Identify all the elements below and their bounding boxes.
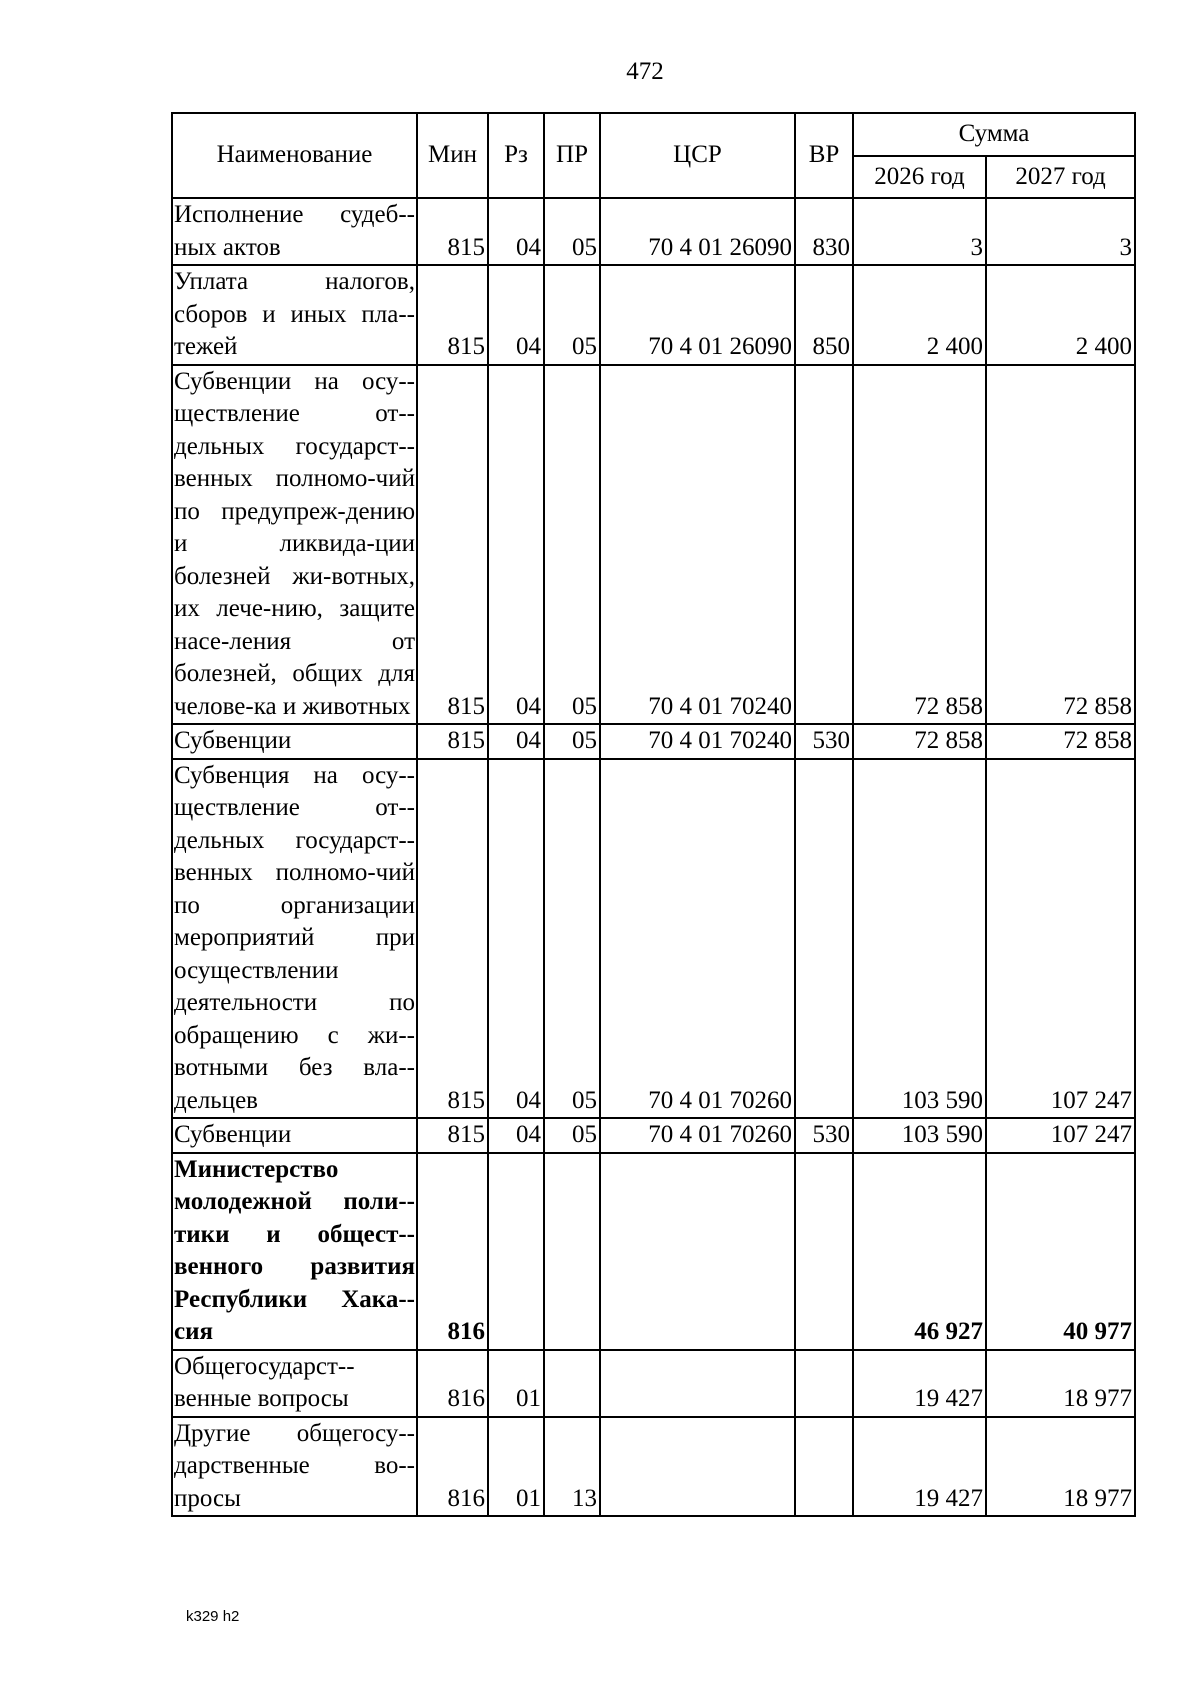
table-row bbox=[172, 759, 1135, 1119]
cell-2027: 3 bbox=[986, 198, 1135, 265]
cell-csr: 70 4 01 70260 bbox=[600, 759, 795, 1119]
cell-name: Другие общегосу-дарственные во-просы bbox=[172, 1417, 417, 1517]
cell-2027: 18 977 bbox=[986, 1417, 1135, 1517]
cell-vr bbox=[795, 1153, 853, 1350]
cell-2027: 72 858 bbox=[986, 724, 1135, 759]
cell-csr: 70 4 01 26090 bbox=[600, 265, 795, 365]
cell-name: Субвенция на осу-ществление от-дельных государст-венных полномо-чий по организации мероприятий при осуществлении деятельности по обращению с жи-вотными без вла-дельцев bbox=[172, 759, 417, 1119]
table-row bbox=[172, 1153, 1135, 1350]
cell-rz: 04 bbox=[488, 365, 544, 725]
cell-min: 815 bbox=[417, 759, 488, 1119]
header-sum: Сумма bbox=[853, 113, 1135, 156]
cell-vr: 830 bbox=[795, 198, 853, 265]
cell-min: 815 bbox=[417, 1118, 488, 1153]
cell-pr bbox=[544, 1350, 600, 1417]
cell-pr: 13 bbox=[544, 1417, 600, 1517]
cell-vr: 850 bbox=[795, 265, 853, 365]
table-row bbox=[172, 1118, 1135, 1153]
cell-rz: 04 bbox=[488, 265, 544, 365]
cell-csr: 70 4 01 70240 bbox=[600, 365, 795, 725]
cell-pr: 05 bbox=[544, 365, 600, 725]
cell-vr bbox=[795, 759, 853, 1119]
cell-min: 816 bbox=[417, 1350, 488, 1417]
cell-2026: 19 427 bbox=[853, 1350, 986, 1417]
cell-min: 815 bbox=[417, 724, 488, 759]
header-rz: Рз bbox=[488, 113, 544, 198]
cell-pr: 05 bbox=[544, 724, 600, 759]
cell-vr bbox=[795, 1417, 853, 1517]
cell-2027: 107 247 bbox=[986, 1118, 1135, 1153]
cell-rz: 04 bbox=[488, 724, 544, 759]
cell-min: 815 bbox=[417, 198, 488, 265]
table-body bbox=[172, 198, 1135, 1516]
header-vr: ВР bbox=[795, 113, 853, 198]
cell-vr: 530 bbox=[795, 724, 853, 759]
cell-rz: 04 bbox=[488, 1118, 544, 1153]
cell-2027: 2 400 bbox=[986, 265, 1135, 365]
cell-min: 816 bbox=[417, 1417, 488, 1517]
cell-rz: 01 bbox=[488, 1350, 544, 1417]
cell-pr: 05 bbox=[544, 759, 600, 1119]
cell-2026: 46 927 bbox=[853, 1153, 986, 1350]
cell-pr: 05 bbox=[544, 265, 600, 365]
cell-vr: 530 bbox=[795, 1118, 853, 1153]
table-row bbox=[172, 198, 1135, 265]
cell-name: Общегосударст-венные вопросы bbox=[172, 1350, 417, 1417]
cell-csr: 70 4 01 70240 bbox=[600, 724, 795, 759]
cell-2026: 3 bbox=[853, 198, 986, 265]
cell-name: Субвенции bbox=[172, 1118, 417, 1153]
cell-name: Министерство молодежной поли-тики и общест-венного развития Республики Хака-сия bbox=[172, 1153, 417, 1350]
cell-min: 815 bbox=[417, 265, 488, 365]
cell-name: Уплата налогов, сборов и иных пла-тежей bbox=[172, 265, 417, 365]
cell-vr bbox=[795, 1350, 853, 1417]
cell-csr: 70 4 01 26090 bbox=[600, 198, 795, 265]
cell-2026: 72 858 bbox=[853, 365, 986, 725]
cell-2026: 103 590 bbox=[853, 1118, 986, 1153]
table-row bbox=[172, 1417, 1135, 1517]
header-year-2027: 2027 год bbox=[986, 156, 1135, 199]
cell-rz bbox=[488, 1153, 544, 1350]
page-number: 472 bbox=[626, 58, 664, 85]
cell-2027: 72 858 bbox=[986, 365, 1135, 725]
cell-name: Субвенции bbox=[172, 724, 417, 759]
cell-min: 815 bbox=[417, 365, 488, 725]
cell-rz: 01 bbox=[488, 1417, 544, 1517]
cell-name: Субвенции на осу-ществление от-дельных государст-венных полномо-чий по предупреж-дению и ликвида-ции болезней жи-вотных, их лече-нию, защите насе-ления от болезней, общих для челове-ка и животных bbox=[172, 365, 417, 725]
cell-2027: 107 247 bbox=[986, 759, 1135, 1119]
cell-csr: 70 4 01 70260 bbox=[600, 1118, 795, 1153]
cell-csr bbox=[600, 1417, 795, 1517]
cell-pr: 05 bbox=[544, 1118, 600, 1153]
header-name: Наименование bbox=[172, 113, 417, 198]
cell-csr bbox=[600, 1153, 795, 1350]
budget-table bbox=[171, 112, 1136, 1517]
cell-vr bbox=[795, 365, 853, 725]
cell-pr bbox=[544, 1153, 600, 1350]
cell-rz: 04 bbox=[488, 759, 544, 1119]
table-row bbox=[172, 365, 1135, 725]
header-pr: ПР bbox=[544, 113, 600, 198]
cell-rz: 04 bbox=[488, 198, 544, 265]
table-row bbox=[172, 1350, 1135, 1417]
table-row bbox=[172, 265, 1135, 365]
cell-2027: 18 977 bbox=[986, 1350, 1135, 1417]
cell-name: Исполнение судеб-ных актов bbox=[172, 198, 417, 265]
cell-2026: 2 400 bbox=[853, 265, 986, 365]
cell-pr: 05 bbox=[544, 198, 600, 265]
table-row bbox=[172, 724, 1135, 759]
cell-2026: 103 590 bbox=[853, 759, 986, 1119]
cell-min: 816 bbox=[417, 1153, 488, 1350]
header-min: Мин bbox=[417, 113, 488, 198]
cell-2027: 40 977 bbox=[986, 1153, 1135, 1350]
footer-code: k329 h2 bbox=[186, 1608, 240, 1625]
header-csr: ЦСР bbox=[600, 113, 795, 198]
cell-2026: 19 427 bbox=[853, 1417, 986, 1517]
cell-2026: 72 858 bbox=[853, 724, 986, 759]
cell-csr bbox=[600, 1350, 795, 1417]
header-year-2026: 2026 год bbox=[853, 156, 986, 199]
